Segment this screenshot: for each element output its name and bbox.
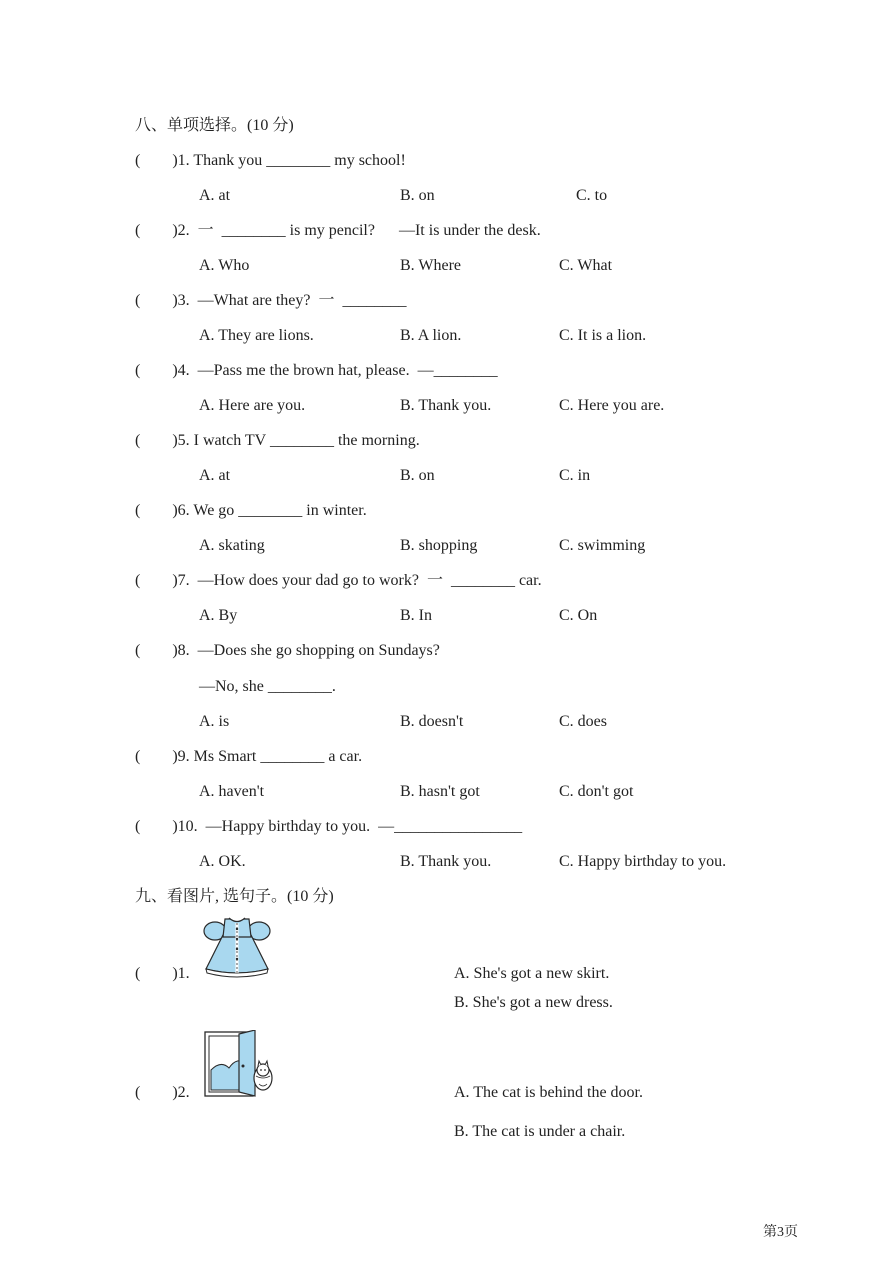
question-9-option-c: C. don't got bbox=[559, 783, 634, 800]
dress-icon bbox=[201, 913, 273, 979]
question-10-stem: ( )10. —Happy birthday to you. —________________ bbox=[135, 818, 523, 835]
section-9-title: 九、看图片, 选句子。(10 分) bbox=[135, 888, 334, 905]
picture-item-2-option-b: B. The cat is under a chair. bbox=[454, 1123, 626, 1140]
question-7-stem: ( )7. —How does your dad go to work? 一 ________ car. bbox=[135, 572, 542, 589]
question-6-option-a: A. skating bbox=[199, 537, 265, 554]
question-8-stem: ( )8. —Does she go shopping on Sundays? bbox=[135, 642, 440, 659]
question-4-option-a: A. Here are you. bbox=[199, 397, 306, 414]
question-5-option-c: C. in bbox=[559, 467, 591, 484]
question-9-stem: ( )9. Ms Smart ________ a car. bbox=[135, 748, 363, 765]
question-5-stem: ( )5. I watch TV ________ the morning. bbox=[135, 432, 420, 449]
question-1-option-a: A. at bbox=[199, 187, 231, 204]
picture-item-2-label: ( )2. bbox=[135, 1084, 190, 1101]
question-7-option-a: A. By bbox=[199, 607, 238, 624]
question-2-option-c: C. What bbox=[559, 257, 613, 274]
question-6-stem: ( )6. We go ________ in winter. bbox=[135, 502, 367, 519]
question-5-option-b: B. on bbox=[400, 467, 435, 484]
picture-item-1-option-a: A. She's got a new skirt. bbox=[454, 965, 610, 982]
question-3-stem: ( )3. —What are they? 一 ________ bbox=[135, 292, 407, 309]
question-3-option-c: C. It is a lion. bbox=[559, 327, 647, 344]
question-5-option-a: A. at bbox=[199, 467, 231, 484]
question-10-option-a: A. OK. bbox=[199, 853, 246, 870]
question-6-option-c: C. swimming bbox=[559, 537, 646, 554]
picture-item-1-option-b: B. She's got a new dress. bbox=[454, 994, 613, 1011]
question-9-option-b: B. hasn't got bbox=[400, 783, 480, 800]
question-4-option-c: C. Here you are. bbox=[559, 397, 665, 414]
picture-item-2-option-a: A. The cat is behind the door. bbox=[454, 1084, 643, 1101]
question-6-option-b: B. shopping bbox=[400, 537, 478, 554]
question-3-option-b: B. A lion. bbox=[400, 327, 462, 344]
question-3-option-a: A. They are lions. bbox=[199, 327, 314, 344]
question-4-option-b: B. Thank you. bbox=[400, 397, 492, 414]
question-9-option-a: A. haven't bbox=[199, 783, 265, 800]
question-1-option-b: B. on bbox=[400, 187, 435, 204]
section-8-title: 八、单项选择。(10 分) bbox=[135, 117, 294, 134]
question-7-option-c: C. On bbox=[559, 607, 598, 624]
question-10-option-c: C. Happy birthday to you. bbox=[559, 853, 727, 870]
question-1-option-c: C. to bbox=[576, 187, 608, 204]
picture-item-1-label: ( )1. bbox=[135, 965, 190, 982]
question-8-stem-line-2: —No, she ________. bbox=[199, 678, 336, 695]
question-8-option-c: C. does bbox=[559, 713, 607, 730]
question-4-stem: ( )4. —Pass me the brown hat, please. —________ bbox=[135, 362, 498, 379]
question-2-option-a: A. Who bbox=[199, 257, 250, 274]
page-number: 第3页 bbox=[763, 1225, 798, 1240]
question-7-option-b: B. In bbox=[400, 607, 432, 624]
question-10-option-b: B. Thank you. bbox=[400, 853, 492, 870]
cat-door-icon bbox=[201, 1030, 277, 1100]
question-8-option-a: A. is bbox=[199, 713, 230, 730]
question-1-stem: ( )1. Thank you ________ my school! bbox=[135, 152, 406, 169]
question-8-option-b: B. doesn't bbox=[400, 713, 464, 730]
question-2-stem: ( )2. 一 ________ is my pencil? —It is under the desk. bbox=[135, 222, 541, 239]
question-2-option-b: B. Where bbox=[400, 257, 462, 274]
